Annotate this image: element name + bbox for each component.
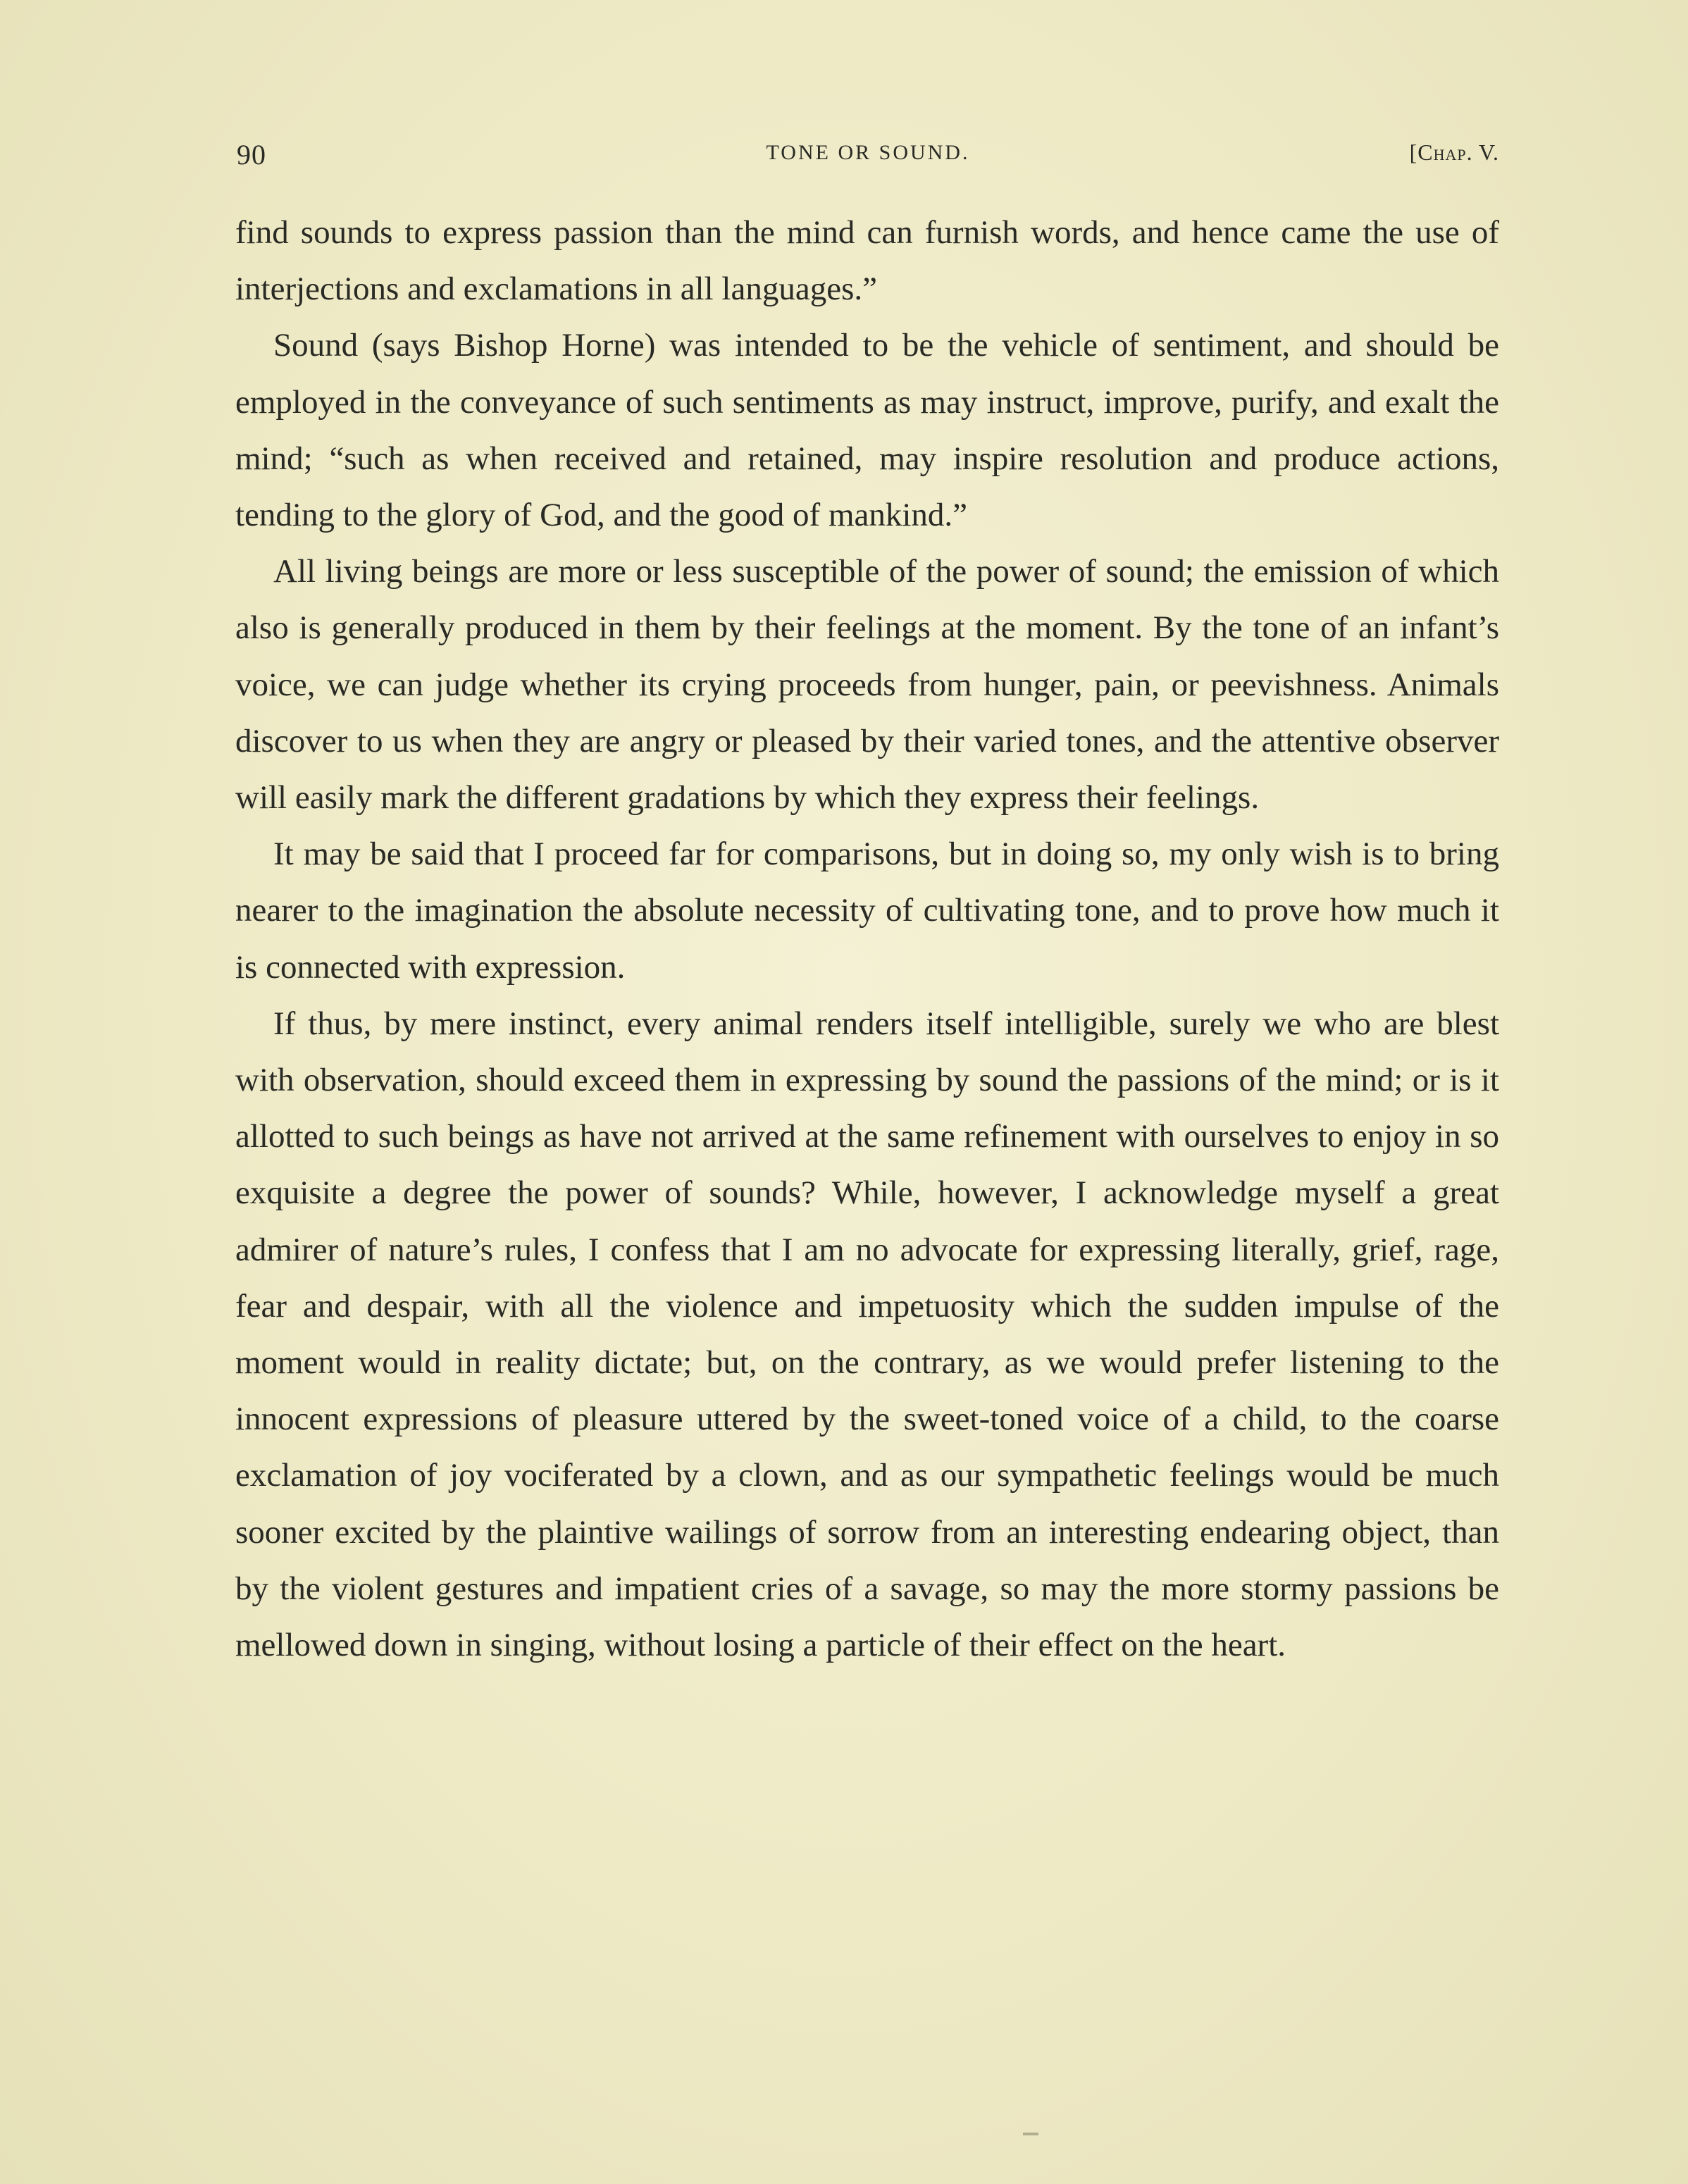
printer-mark: [1023, 2133, 1038, 2135]
page-number: 90: [237, 139, 266, 170]
paragraph-continued: find sounds to express passion than the mind can furnish words, and hence came the use of interjections and exclamations in all languages.”: [235, 214, 1499, 308]
chapter-reference: [Chap. V.: [1409, 139, 1499, 165]
paragraph: If thus, by mere instinct, every animal renders itself intelligible, surely we who are blest with observation, should exceed them in expressing by sound the passions of the mind; or is it allotted to such beings as have not arrived at the same refinement with ourselves to enjoy in so exquisite a degree the power of sounds? While, however, I acknowledge myself a great admirer of nature’s rules, I confess that I am no advocate for expressing literally, grief, rage, fear and despair, with all the violence and impetuosity which the sudden impulse of the moment would in reality dictate; but, on the contrary, as we would prefer listening to the innocent expressions of pleasure uttered by the sweet-toned voice of a child, to the coarse exclamation of joy vociferated by a clown, and as our sympathetic feelings would be much sooner excited by the plaintive wailings of sorrow from an interesting endearing object, than by the violent gestures and impatient cries of a savage, so may the more stormy passions be mellowed down in singing, without losing a particle of their effect on the heart.: [235, 1005, 1499, 1664]
paragraph: Sound (says Bishop Horne) was intended to be the vehicle of sentiment, and should be employed in the conveyance of such sentiments as may instruct, improve, purify, and exalt the mind; “such as when received and retained, may inspire resolution and produce actions, tending to the glory of God, and the good of mankind.”: [235, 327, 1499, 534]
paragraph: It may be said that I proceed far for comparisons, but in doing so, my only wish is to bring nearer to the imagination the absolute necessity of cultivating tone, and to prove how much it is connected with expression.: [235, 836, 1499, 986]
running-title: TONE OR SOUND.: [766, 141, 970, 164]
paragraph: All living beings are more or less susceptible of the power of sound; the emission of which also is generally produced in them by their feelings at the moment. By the tone of an infant’s voice, we can judge whether its crying proceeds from hunger, pain, or peevishness. Animals discover to us when they are angry or pleased by their varied tones, and the attentive observer will easily mark the different gradations by which they express their feelings.: [235, 553, 1499, 817]
running-head: [237, 138, 1499, 180]
body-text: [235, 204, 1499, 1673]
